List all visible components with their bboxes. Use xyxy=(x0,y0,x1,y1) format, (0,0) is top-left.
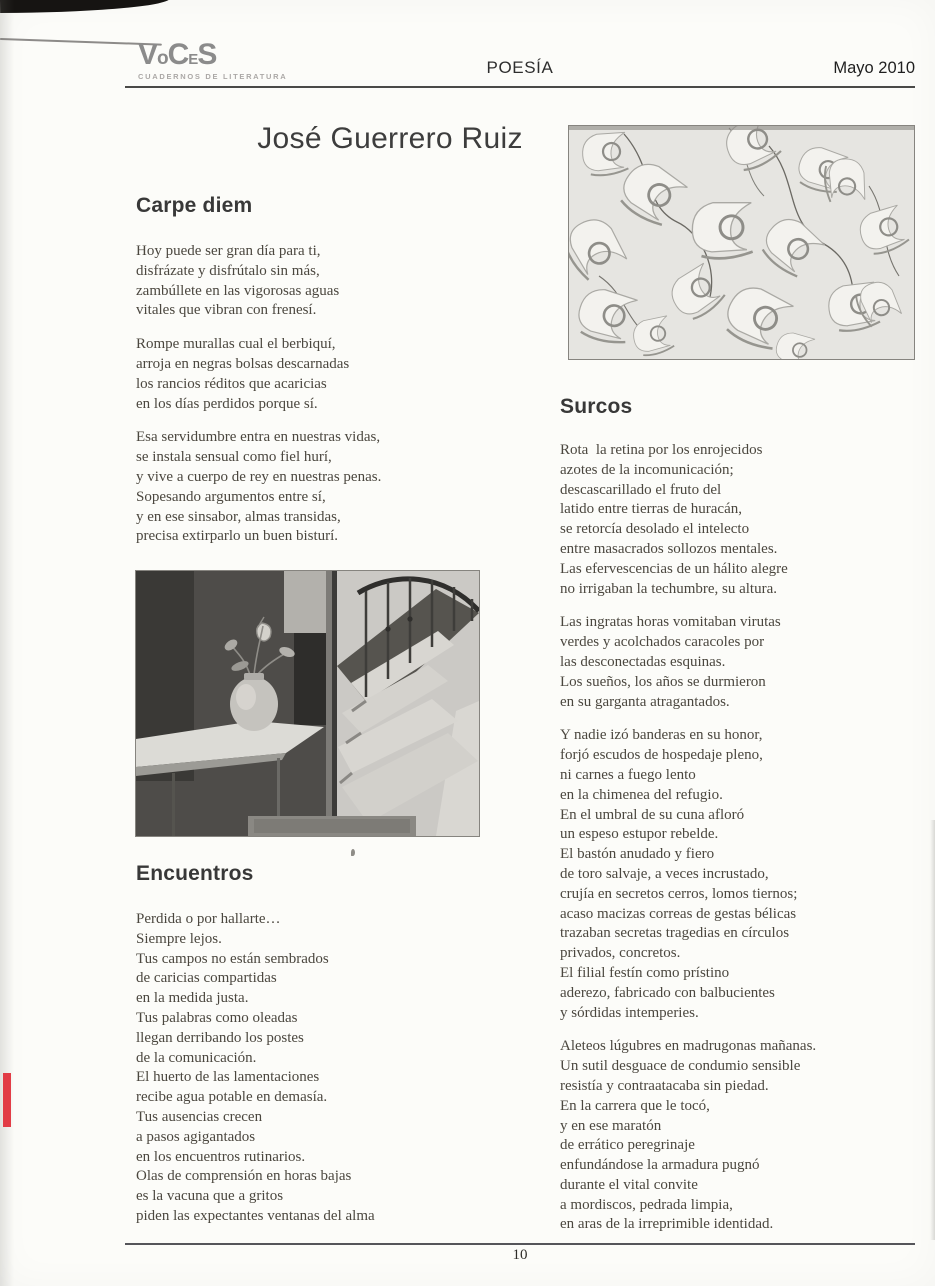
page-number: 10 xyxy=(512,1247,528,1263)
poem-surcos xyxy=(560,395,932,1249)
staircase-photo xyxy=(135,570,480,837)
logo-letter: V xyxy=(138,38,158,71)
logo-letter: o xyxy=(157,48,168,69)
issue-date: Mayo 2010 xyxy=(833,59,915,77)
poem-stanza: Hoy puede ser gran día para ti, disfrázate y disfrútalo sin más, zambúllete en las vigorosas aguas vitales que vibran con frenesí. xyxy=(136,243,340,319)
poem-body xyxy=(136,242,488,547)
header-rule xyxy=(125,86,915,88)
poem-title: Encuentros xyxy=(136,862,254,885)
logo-letter: E xyxy=(188,51,198,68)
poem-stanza: Rota la retina por los enrojecidos azotes de la incomunicación; descascarillado el fruto del latido entre tierras de huracán, se retorcía desolado el intelecto entre masacrados sollozos mentales. Las efervescencias de un hálito alegre no irrigaban la techumbre, su altura. xyxy=(560,442,788,597)
poem-carpe-diem xyxy=(136,194,488,561)
section-title: POESÍA xyxy=(486,58,554,77)
author-title: José Guerrero Ruiz xyxy=(257,122,523,155)
logo-letter: C xyxy=(167,38,189,71)
scan-speck xyxy=(351,849,355,856)
poem-stanza: Y nadie izó banderas en su honor, forjó escudos de hospedaje pleno, ni carnes a fuego lento en la chimenea del refugio. En el umbral de su cuna afloró un espeso estupor rebelde. El bastón anudado y fiero de toro salvaje, a veces incrustado, crujía en secretos cerros, lomos tiernos; acaso macizas correas de gestas bélicas trazaban secretas tragedias en círculos privados, concretos. El filial festín como prístino aderezo, fabricado con balbucientes y sórdidas intemperies. xyxy=(560,727,798,1021)
scan-artifact-top-left xyxy=(0,0,170,13)
red-edge-mark xyxy=(3,1073,11,1127)
peeling-paint-photo xyxy=(568,125,915,360)
logo-letter: S xyxy=(197,38,217,71)
poem-stanza: Las ingratas horas vomitaban virutas verdes y acolchados caracoles por las desconectadas esquinas. Los sueños, los años se durmieron en su garganta atragantados. xyxy=(560,614,781,710)
poem-title: Carpe diem xyxy=(136,194,253,217)
poem-stanza: Aleteos lúgubres en madrugonas mañanas. Un sutil desguace de condumio sensible resistía y contraatacaba sin piedad. En la carrera que le tocó, y en ese maratón de errático peregrinaje enfundándose la armadura pugnó durante el vital convite a mordiscos, pedrada limpia, en aras de la irreprimible identidad. xyxy=(560,1038,817,1233)
poem-title: Surcos xyxy=(560,395,633,418)
poem-encuentros xyxy=(136,862,488,1241)
logo-subtitle: CUADERNOS DE LITERATURA xyxy=(138,72,288,81)
footer-rule xyxy=(125,1243,915,1245)
poem-body xyxy=(136,910,488,1227)
poem-stanza: Perdida o por hallarte… Siempre lejos. Tus campos no están sembrados de caricias compartidas en la medida justa. Tus palabras como oleadas llegan derribando los postes de la comunicación. El huerto de las lamentaciones recibe agua potable en demasía. Tus ausencias crecen a pasos agigantados en los encuentros rutinarios. Olas de comprensión en horas bajas es la vacuna que a gritos piden las expectantes ventanas del alma xyxy=(136,911,375,1224)
poem-stanza: Esa servidumbre entra en nuestras vidas, se instala sensual como fiel hurí, y vive a cuerpo de rey en nuestras penas. Sopesando argumentos entre sí, y en ese sinsabor, almas transidas, precisa extirparlo un buen bisturí. xyxy=(136,429,382,545)
poem-stanza: Rompe murallas cual el berbiquí, arroja en negras bolsas descarnadas los rancios réditos que acaricias en los días perdidos porque sí. xyxy=(136,336,350,412)
poem-body xyxy=(560,441,932,1235)
